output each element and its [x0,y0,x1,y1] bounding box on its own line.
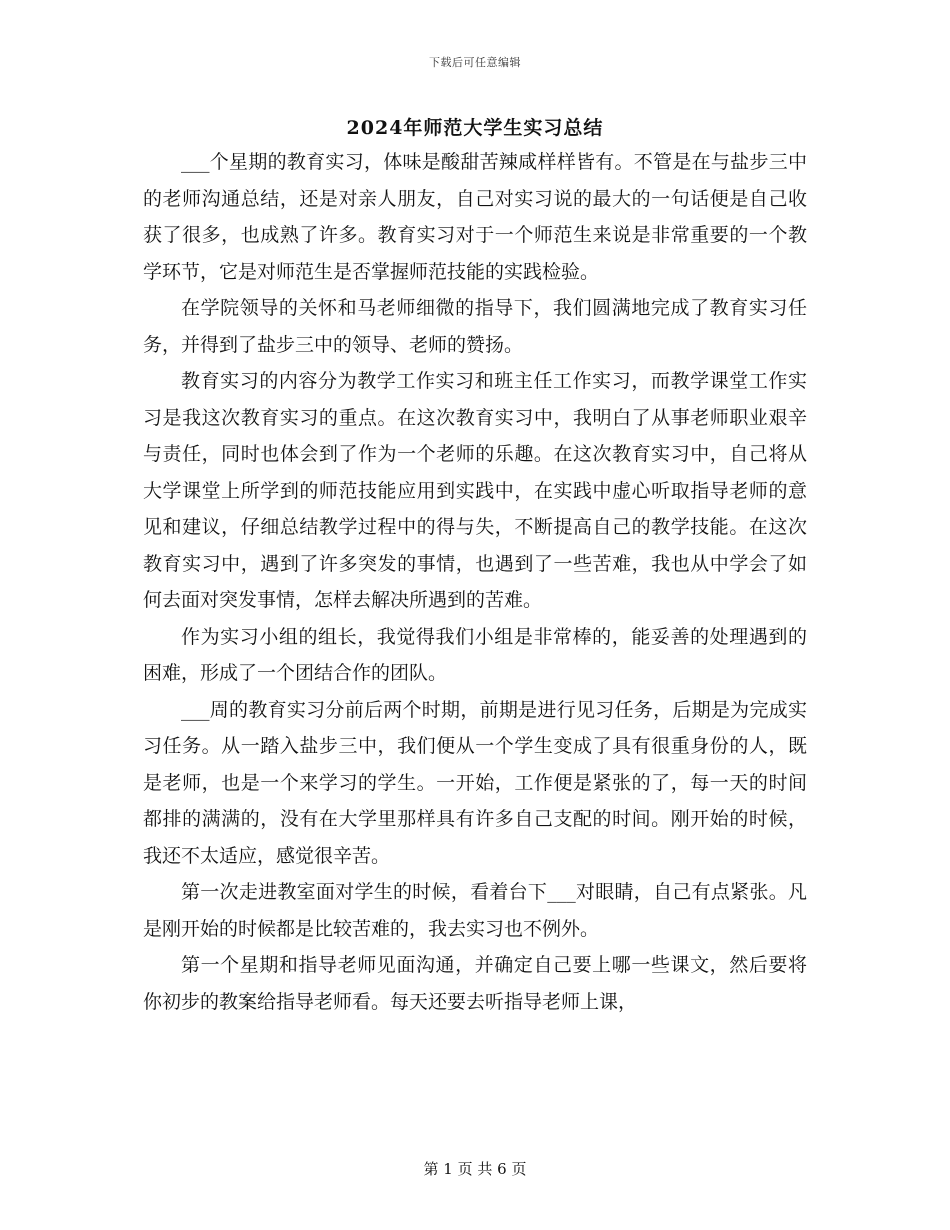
paragraph: 第一个星期和指导老师见面沟通，并确定自己要上哪一些课文，然后要将你初步的教案给指导老师看。每天还要去听指导老师上课， [143,954,807,1013]
header-note: 下载后可任意编辑 [429,56,521,69]
paragraph: ___个星期的教育实习，体味是酸甜苦辣咸样样皆有。不管是在与盐步三中的老师沟通总结，还是对亲人朋友，自己对实习说的最大的一句话便是自己收获了很多，也成熟了许多。教育实习对于一个师范生来说是非常重要的一个教学环节，它是对师范生是否掌握师范技能的实践检验。 [143,151,807,283]
paragraph: 第一次走进教室面对学生的时候，看着台下___对眼睛，自己有点紧张。凡是刚开始的时候都是比较苦难的，我去实习也不例外。 [143,881,807,940]
paragraph: 在学院领导的关怀和马老师细微的指导下，我们圆满地完成了教育实习任务，并得到了盐步三中的领导、老师的赞扬。 [143,297,807,356]
paragraph: 教育实习的内容分为教学工作实习和班主任工作实习，而教学课堂工作实习是我这次教育实习的重点。在这次教育实习中，我明白了从事老师职业艰辛与责任，同时也体会到了作为一个老师的乐趣。在这次教育实习中，自己将从大学课堂上所学到的师范技能应用到实践中，在实践中虚心听取指导老师的意见和建议，仔细总结教学过程中的得与失，不断提高自己的教学技能。在这次教育实习中，遇到了许多突发的事情，也遇到了一些苦难，我也从中学会了如何去面对突发事情，怎样去解决所遇到的苦难。 [143,370,807,611]
document-body [143,144,807,1020]
page-number-footer: 第 1 页 共 6 页 [423,1160,527,1178]
document-title: 2024年师范大学生实习总结 [346,117,604,139]
paragraph: 作为实习小组的组长，我觉得我们小组是非常棒的，能妥善的处理遇到的困难，形成了一个团结合作的团队。 [143,625,807,684]
paragraph: ___周的教育实习分前后两个时期，前期是进行见习任务，后期是为完成实习任务。从一踏入盐步三中，我们便从一个学生变成了具有很重身份的人，既是老师，也是一个来学习的学生。一开始，工作便是紧张的了，每一天的时间都排的满满的，没有在大学里那样具有许多自己支配的时间。刚开始的时候，我还不太适应，感觉很辛苦。 [143,698,807,867]
